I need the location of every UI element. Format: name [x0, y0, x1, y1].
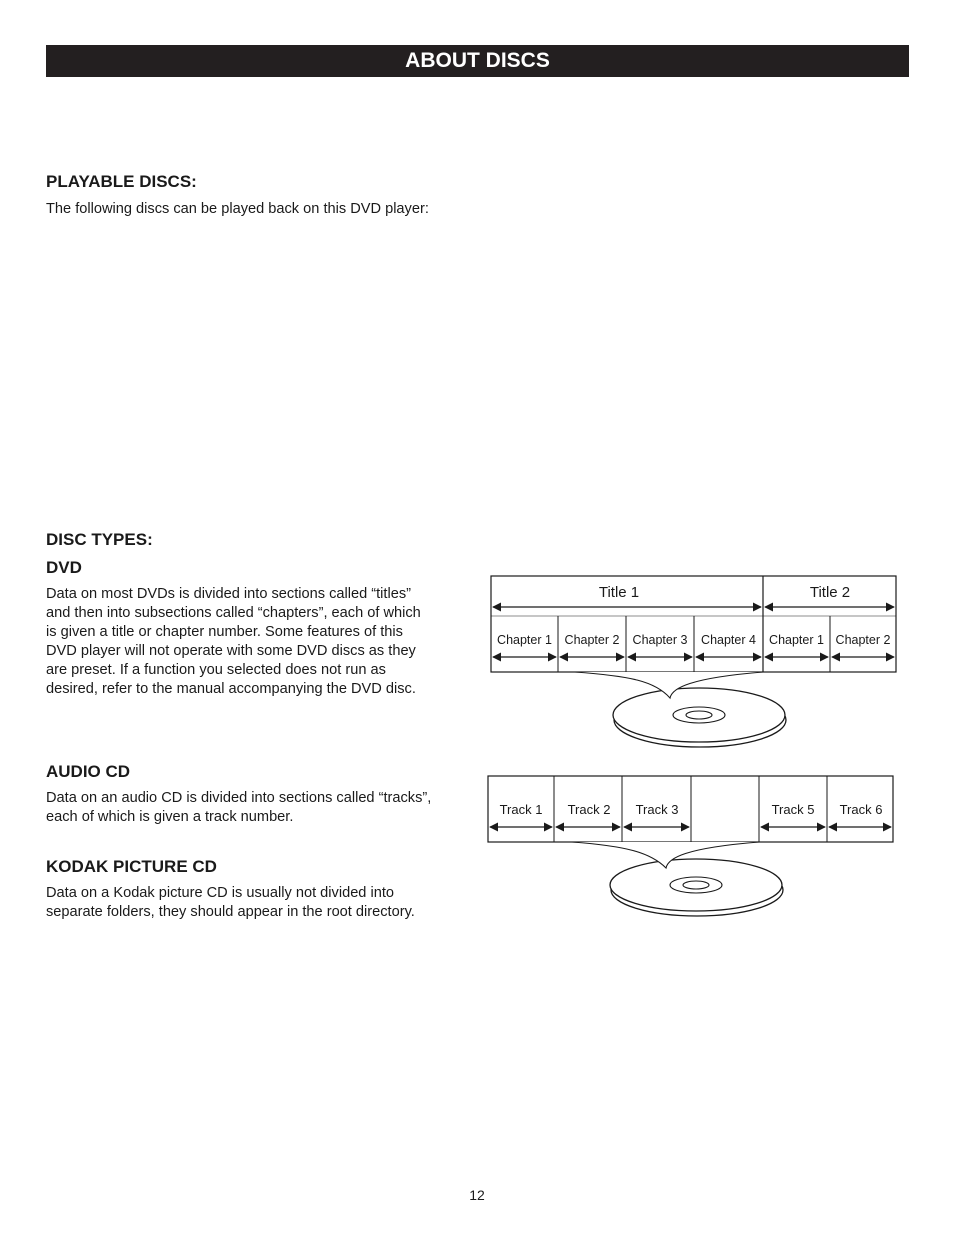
playable-discs-heading: PLAYABLE DISCS: — [46, 172, 197, 191]
kodak-heading: KODAK PICTURE CD — [46, 857, 217, 876]
dvd-line: are preset. If a function you selected does not run as — [46, 662, 386, 678]
page-title-banner — [46, 45, 909, 77]
track-label: Track 3 — [635, 802, 679, 817]
chapter-label: Chapter 3 — [632, 633, 688, 647]
title-label: Title 2 — [809, 584, 851, 601]
title-label: Title 1 — [598, 584, 640, 601]
dvd-line: desired, refer to the manual accompanying the DVD disc. — [46, 681, 416, 697]
track-label: Track 5 — [771, 802, 815, 817]
disc-types-heading: DISC TYPES: — [46, 530, 153, 549]
kodak-description — [46, 884, 415, 922]
track-label: Track 6 — [839, 802, 883, 817]
track-label: Track 2 — [567, 802, 611, 817]
dvd-description — [46, 585, 421, 699]
audio-cd-heading: AUDIO CD — [46, 762, 131, 781]
audio-cd-line: Data on an audio CD is divided into sections called “tracks”, — [46, 790, 432, 806]
track-label: Track 1 — [499, 802, 543, 817]
dvd-line: Data on most DVDs is divided into sections called “titles” — [46, 586, 411, 602]
kodak-line: separate folders, they should appear in the root directory. — [46, 904, 415, 920]
chapter-label: Chapter 2 — [564, 633, 620, 647]
audio-cd-structure-diagram — [480, 770, 910, 920]
audio-cd-line: each of which is given a track number. — [46, 809, 294, 825]
chapter-label: Chapter 4 — [701, 633, 756, 647]
dvd-structure-diagram — [480, 568, 910, 753]
chapter-label: Chapter 1 — [769, 633, 824, 647]
playable-discs-text: The following discs can be played back on this DVD player: — [46, 201, 429, 217]
dvd-disc-icon — [575, 672, 786, 747]
dvd-line: is given a title or chapter number. Some features of this — [46, 624, 403, 640]
dvd-line: DVD player will not operate with some DVD discs as they — [46, 643, 416, 659]
cd-disc-icon — [572, 842, 783, 916]
page-title: ABOUT DISCS — [405, 49, 550, 72]
audio-cd-description — [46, 789, 431, 827]
chapter-label: Chapter 1 — [497, 633, 552, 647]
dvd-line: and then into subsections called “chapters”, each of which — [46, 605, 421, 621]
dvd-heading: DVD — [46, 558, 82, 577]
chapter-label: Chapter 2 — [835, 633, 891, 647]
kodak-line: Data on a Kodak picture CD is usually not divided into — [46, 885, 395, 901]
page-number: 12 — [469, 1187, 485, 1203]
